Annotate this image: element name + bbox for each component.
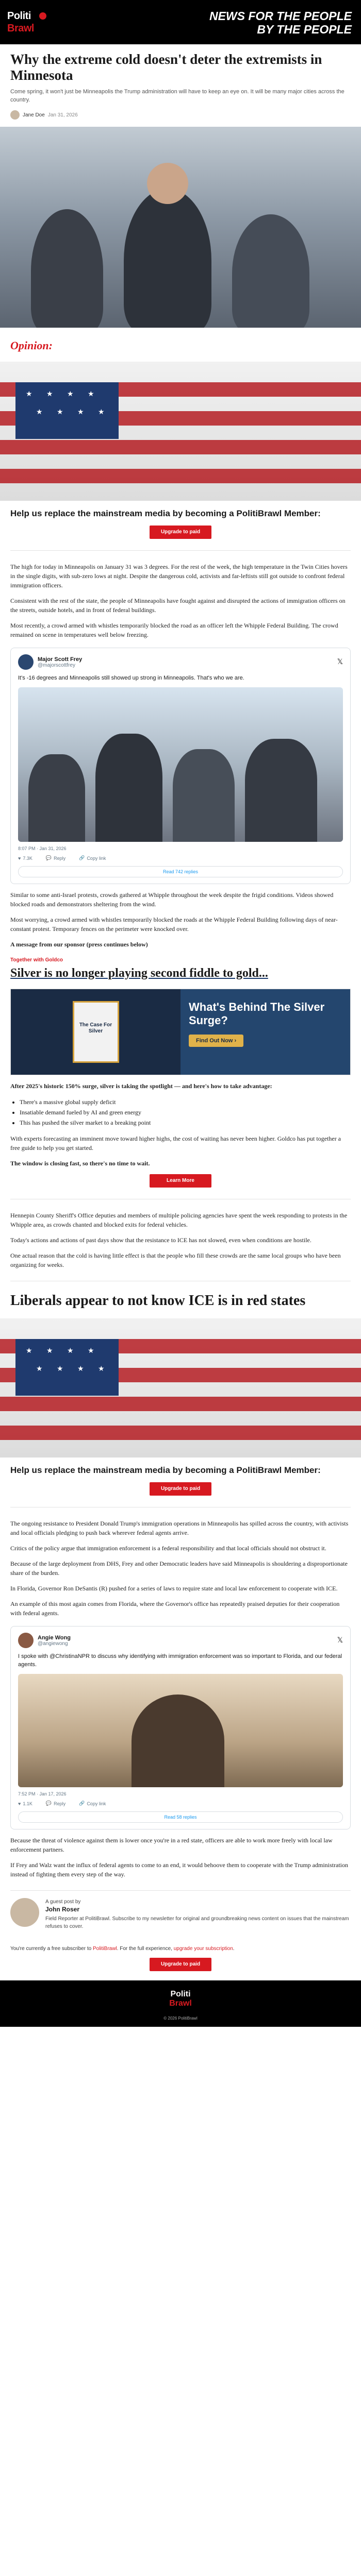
paragraph: An example of this most again comes from Florida, where the Governor's office has repeatedly praised deputies for their cooperation with federal agents. [10, 1600, 340, 1617]
divider [10, 550, 351, 551]
upgrade-button[interactable]: Upgrade to paid [150, 526, 211, 539]
subscription-notice: You're currently a free subscriber to PolitiBrawl. For the full experience, upgrade your subscription. [10, 1946, 235, 1952]
guest-post-intro: A guest post by [45, 1899, 81, 1905]
opinion-label: Opinion: [10, 339, 53, 352]
article-title: Why the extreme cold doesn't deter the extremists in Minnesota [10, 52, 322, 83]
ad-headline: What's Behind The Silver Surge? [189, 1001, 325, 1027]
tweet-copy-link-label: Copy link [87, 1801, 106, 1806]
subscription-text-after: . For the full experience, [117, 1946, 172, 1952]
tweet-reply-button[interactable] [46, 855, 65, 861]
paragraph: Because the threat of violence against them is lower once you're in a red state, officers are able to work more freely with local law enforcement partners. [10, 1837, 333, 1853]
tweet-author-handle[interactable]: @angiewong [38, 1640, 68, 1647]
paragraph: If Frey and Walz want the influx of federal agents to come to an end, it would behoove them to cooperate with the Trump administration instead of fighting them every step of the way. [10, 1861, 348, 1878]
tweet-text: It's -16 degrees and Minneapolis still showed up strong in Minneapolis. That's who we are. [18, 675, 244, 681]
tweet-author-name[interactable]: Major Scott Frey [38, 656, 83, 663]
list-item: • This has pushed the silver market to a breaking point [20, 1117, 351, 1128]
guest-author-name[interactable]: John Roser [45, 1906, 80, 1913]
ad-book-title: The Case For Silver [79, 1022, 112, 1034]
tweet-like-count: 7.3K [23, 855, 32, 861]
promo-heading: Help us replace the mainstream media by becoming a PolitiBrawl Member: [10, 1465, 321, 1475]
logo-text-bottom: Brawl [7, 23, 34, 34]
tagline-line-1: NEWS FOR THE PEOPLE [209, 9, 352, 23]
ad-copy-panel [180, 989, 350, 1075]
x-logo-icon[interactable]: 𝕏 [337, 1636, 343, 1645]
ad-find-out-button[interactable]: Find Out Now › [189, 1035, 243, 1047]
footer-logo-top: Politi [170, 1990, 191, 1998]
list-item: • Insatiable demand fueled by AI and green energy [20, 1107, 351, 1117]
paragraph: In Florida, Governor Ron DeSantis (R) pushed for a series of laws to require state and local law enforcement to cooperate with ICE. [10, 1585, 338, 1592]
reply-icon: 💬 [45, 855, 52, 860]
paragraph: Today's actions and actions of past days show that the resistance to ICE has not slowed, even when conditions are hostile. [10, 1236, 311, 1244]
promo-heading: Help us replace the mainstream media by becoming a PolitiBrawl Member: [10, 509, 321, 518]
membership-promo [0, 362, 361, 539]
tweet-image[interactable] [18, 687, 343, 842]
tweet-image[interactable] [18, 1674, 343, 1787]
embedded-tweet[interactable] [10, 648, 351, 884]
guest-author-avatar[interactable] [10, 1898, 39, 1927]
learn-more-button[interactable]: Learn More [150, 1174, 211, 1188]
paragraph: Critics of the policy argue that immigration enforcement is a federal responsibility and that local officials should not obstruct it. [10, 1545, 326, 1552]
reply-icon: 💬 [45, 1801, 52, 1806]
site-header [0, 0, 361, 44]
tagline-line-2: BY THE PEOPLE [257, 23, 352, 36]
byline [10, 110, 351, 120]
embedded-tweet[interactable] [10, 1626, 351, 1829]
sponsor-closing-block [10, 1134, 351, 1168]
tweet-copy-link-label: Copy link [87, 855, 106, 861]
logo-dot-icon [39, 12, 46, 20]
paragraph: The ongoing resistance to President Donald Trump's immigration operations in Minneapolis has spilled across the country, with activists and local officials pledging to push back wherever federal agents arrive. [10, 1520, 349, 1536]
tweet-actions [18, 855, 343, 861]
author-avatar[interactable] [10, 110, 20, 120]
tweet-timestamp[interactable]: 7:52 PM · Jan 17, 2026 [18, 1791, 67, 1797]
tweet-timestamp[interactable]: 8:07 PM · Jan 31, 2026 [18, 846, 67, 851]
sponsor-label[interactable]: Together with Goldco [10, 957, 63, 963]
link-icon: 🔗 [79, 855, 85, 860]
x-logo-icon[interactable]: 𝕏 [337, 658, 343, 666]
paragraph: One actual reason that the cold is having little effect is that the people who fill these crowds are the same local groups who have been organizing for weeks. [10, 1252, 341, 1268]
sponsor-title[interactable]: Silver is no longer playing second fiddle to gold... [10, 967, 268, 980]
paragraph: Most recently, a crowd armed with whistles temporarily blocked the road as an officer left the Whipple Federal Building. The crowd remained on scene in temperatures well below freezing. [10, 622, 338, 638]
paragraph: The high for today in Minneapolis on January 31 was 3 degrees. For the rest of the week, the high temperature in the Twin Cities hovers in the single digits, with sub-zero lows at night. Despite the dangerous cold, activists and far-leftists still got outside to confront federal immigration officers. [10, 563, 348, 589]
ad-book-cover [73, 1001, 119, 1063]
tweet-author-handle[interactable]: @majorscottfrey [38, 662, 75, 668]
article-dek: Come spring, it won't just be Minneapolis the Trump administration will have to keep an eye on. It will be many major cities across the country. [10, 89, 344, 103]
article-body-2 [10, 890, 351, 949]
list-item: • There's a massive global supply deficit [20, 1097, 351, 1107]
subscription-text-before: You're currently a free subscriber to [10, 1946, 92, 1952]
sponsor-cta-line: The window is closing fast, so there's no time to wait. [10, 1160, 150, 1167]
publish-date: Jan 31, 2026 [47, 112, 78, 118]
tweet-reply-button[interactable] [46, 1801, 65, 1806]
footer-logo[interactable] [169, 1990, 192, 2008]
site-tagline [209, 9, 352, 36]
tweet-copy-link-button[interactable] [79, 855, 106, 861]
footer-copyright: © 2026 PolitiBrawl [163, 2016, 198, 2021]
article-content [0, 52, 361, 1971]
tweet-reply-label: Reply [54, 855, 66, 861]
logo-text-top: Politi [7, 10, 31, 22]
hero-image [0, 127, 361, 328]
tweet-like-count: 1.1K [23, 1801, 32, 1806]
footer-logo-bottom: Brawl [169, 1999, 192, 2008]
article-body-4 [10, 1519, 351, 1618]
author-name[interactable]: Jane Doe [23, 112, 45, 118]
promo-artwork: ★ ★ ★ ★ ★ ★ ★ ★ [0, 362, 361, 501]
tweet-author-name[interactable]: Angie Wong [38, 1634, 71, 1641]
tweet-actions [18, 1801, 343, 1806]
sponsor-closing: With experts forecasting an imminent move toward higher highs, the cost of waiting has never been higher. Goldco has put together a free guide to help you get started. [10, 1135, 341, 1151]
tweet-read-replies-button[interactable]: Read 58 replies [18, 1811, 343, 1823]
heart-icon: ♥ [18, 855, 21, 861]
paragraph: Because of the large deployment from DHS, Frey and other Democratic leaders have said Minneapolis is shouldering a disproportionate share of the burden. [10, 1560, 348, 1577]
article-body-5 [10, 1836, 351, 1879]
heart-icon: ♥ [18, 1801, 21, 1806]
paragraph: Consistent with the rest of the state, the people of Minneapolis have fought against and disrupted the actions of immigration officers on the streets, outside hotels, and in front of federal buildings. [10, 597, 346, 614]
sponsor-body [10, 1081, 351, 1091]
tweet-text: I spoke with @ChristinaNPR to discuss why identifying with immigration enforcement was so important to Florida, and our federal agents. [18, 1653, 342, 1668]
tweet-copy-link-button[interactable] [79, 1801, 106, 1806]
link-icon: 🔗 [79, 1801, 85, 1806]
sponsor-intro-note: A message from our sponsor (press continues below) [10, 941, 148, 948]
site-footer [0, 1980, 361, 2027]
sponsor-ad-banner[interactable] [10, 989, 351, 1075]
ad-book-panel [11, 989, 180, 1075]
tweet-like-button[interactable] [18, 1801, 32, 1806]
tweet-avatar[interactable] [18, 1633, 34, 1648]
paragraph: Most worrying, a crowd armed with whistles temporarily blocked the roads at the Whipple Federal Building following days of near-constant protest. Temporary fences on the perimeter were knocked over. [10, 916, 338, 933]
guest-author-bio: Field Reporter at PolitiBrawl. Subscribe to my newsletter for original and groundbreaking news content on issues that the mainstream refuses to cover. [45, 1916, 349, 1929]
promo-artwork: ★ ★ ★ ★ ★ ★ ★ ★ [0, 1318, 361, 1458]
article-body-3 [10, 1211, 351, 1269]
membership-promo-2 [0, 1318, 361, 1496]
site-logo[interactable] [7, 7, 59, 37]
paragraph: Similar to some anti-Israel protests, crowds gathered at Whipple throughout the week despite the frigid conditions. Videos showed blocked roads and demonstrators sheltering from the wind. [10, 891, 334, 908]
tweet-reply-label: Reply [54, 1801, 66, 1806]
related-article-title[interactable]: Liberals appear to not know ICE is in red states [10, 1293, 306, 1309]
upgrade-subscription-link[interactable]: upgrade your subscription [173, 1946, 233, 1952]
sponsor-bullet-list [20, 1097, 351, 1128]
sponsor-intro: After 2025's historic 150% surge, silver is taking the spotlight — and here's how to take advantage: [10, 1082, 272, 1090]
author-box [10, 1890, 351, 1938]
upgrade-button[interactable]: Upgrade to paid [150, 1482, 211, 1496]
article-body-1 [10, 562, 351, 639]
tweet-like-button[interactable] [18, 855, 32, 861]
tweet-read-replies-button[interactable]: Read 742 replies [18, 866, 343, 877]
paragraph: Hennepin County Sheriff's Office deputies and members of multiple policing agencies have spent the week responding to protests in the Whipple area, as crowds chanted and blocked exits for federal vehicles. [10, 1212, 348, 1228]
tweet-avatar[interactable] [18, 654, 34, 670]
upgrade-button[interactable]: Upgrade to paid [150, 1958, 211, 1971]
publication-link[interactable]: PolitiBrawl [92, 1946, 117, 1952]
